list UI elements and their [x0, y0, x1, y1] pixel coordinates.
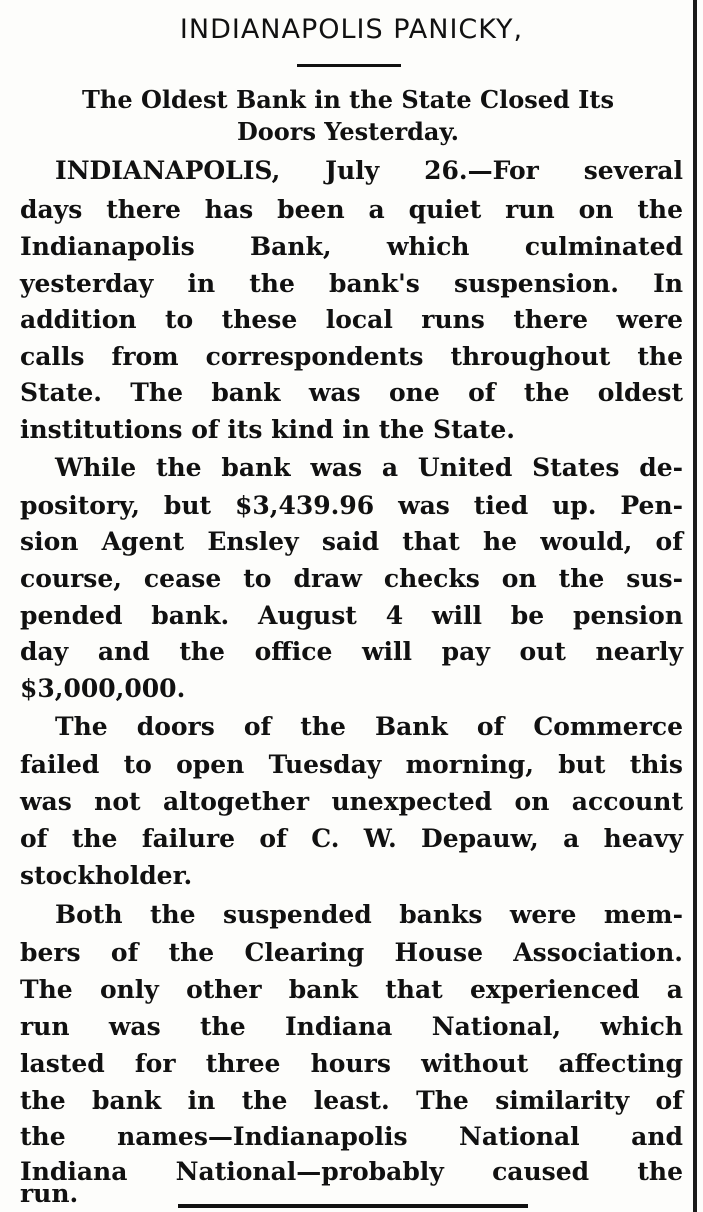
body-line: the bank in the least. The similarity of	[20, 1086, 683, 1115]
body-line: was not altogether unexpected on account	[20, 787, 683, 816]
body-line: failed to open Tuesday morning, but this	[20, 750, 683, 779]
bottom-divider	[178, 1204, 528, 1208]
body-line: The only other bank that experienced a	[20, 975, 683, 1004]
body-line: addition to these local runs there were	[20, 305, 683, 334]
body-line: $3,000,000.	[20, 674, 186, 703]
body-line: Both the suspended banks were mem-	[55, 900, 683, 929]
body-line: While the bank was a United States de-	[55, 453, 683, 482]
body-line: bers of the Clearing House Association.	[20, 938, 683, 967]
body-line	[55, 153, 683, 189]
body-line: course, cease to draw checks on the sus-	[20, 564, 683, 593]
body-line: The doors of the Bank of Commerce	[55, 712, 683, 741]
subheadline	[18, 84, 678, 148]
body-line-text: July 26.—For several	[280, 156, 683, 185]
body-line: day and the office will pay out nearly	[20, 637, 683, 666]
subheadline-line-2: Doors Yesterday.	[236, 117, 460, 146]
subheadline-line-1: The Oldest Bank in the State Closed Its	[82, 85, 614, 114]
body-line: pended bank. August 4 will be pension	[20, 601, 683, 630]
body-line: of the failure of C. W. Depauw, a heavy	[20, 824, 683, 853]
column-rule	[693, 0, 697, 1212]
body-line: institutions of its kind in the State.	[20, 415, 515, 444]
headline: INDIANAPOLIS PANICKY,	[179, 14, 524, 45]
body-line: calls from correspondents throughout the	[20, 342, 683, 371]
body-line: State. The bank was one of the oldest	[20, 378, 683, 407]
body-line: run.	[20, 1179, 79, 1208]
body-line: Indianapolis Bank, which culminated	[20, 232, 683, 261]
body-line: lasted for three hours without affecting	[20, 1049, 683, 1078]
body-line: run was the Indiana National, which	[20, 1012, 683, 1041]
body-line: the names—Indianapolis National and	[20, 1122, 683, 1151]
body-line: sion Agent Ensley said that he would, of	[20, 527, 683, 556]
body-line: Indiana National—probably caused the	[20, 1157, 683, 1186]
headline-divider	[297, 64, 401, 67]
dateline: INDIANAPOLIS,	[55, 156, 281, 185]
body-line: yesterday in the bank's suspension. In	[20, 269, 683, 298]
body-line: days there has been a quiet run on the	[20, 195, 683, 224]
body-line: pository, but $3,439.96 was tied up. Pen-	[20, 491, 683, 520]
body-line: stockholder.	[20, 861, 193, 890]
